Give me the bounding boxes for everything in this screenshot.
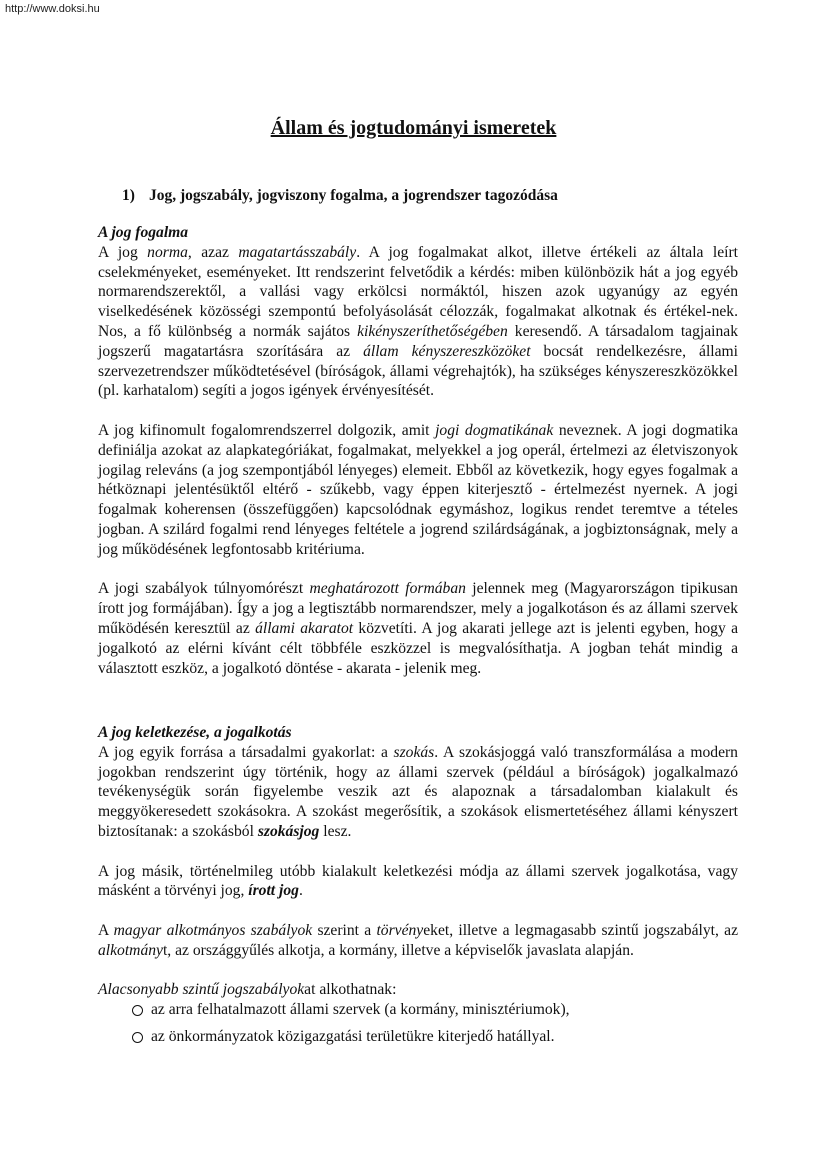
document-title: Állam és jogtudományi ismeretek (270, 117, 557, 139)
paragraph: Alacsonyabb szintű jogszabályokat alkothatnak: (98, 981, 397, 999)
section-title: Jog, jogszabály, jogviszony fogalma, a jogrendszer tagozódása (149, 187, 558, 204)
subheading-jog-fogalma: A jog fogalma (98, 224, 189, 241)
list-item: az arra felhatalmazott állami szervek (a kormány, minisztériumok), (132, 1000, 738, 1020)
paragraph: A jog egyik forrása a társadalmi gyakorlat: a szokás. A szokásjoggá való transzformálása a modern jogokban rendszerint úgy történik, hogy az állami szervek (például a bíróságok) jogalkalmazó tevékenységük során figyelembe veszik azt és alapoznak a társadalomban kialakult és meggyökeresedett szokásokra. A szokást megerősítik, a szokások elismertetéséhez állami kényszert biztosítanak: a szokásból szokásjog lesz. (98, 743, 738, 840)
paragraph: A jog norma, azaz magatartásszabály. A jog fogalmakat alkot, illetve értékeli az általa leírt cselekményeket, eseményeket. Itt rendszerint felvetődik a kérdés: miben különbözik hát a jog egyéb normarendszerektől, a vallási vagy erkölcsi normáktól, hiszen azok ugyanúgy az egyén viselkedésének közösségi szempontú befolyásolását célozzák, fogalmakat alkotnak és értékel-nek. Nos, a fő különbség a normák sajátos kikényszeríthetőségében keresendő. A társadalom tagjainak jogszerű magatartásra szorítására az állam kényszereszközöket bocsát rendelkezésre, állami szervezetrendszer működtetésével (bíróságok, állami végrehajtók), ha szükséges kényszereszközökkel (pl. karhatalom) segíti a jogos igények érvényesítését. (98, 243, 739, 400)
hollow-circle-bullet-icon (132, 1032, 143, 1043)
section-heading (122, 187, 558, 205)
paragraph: A jog másik, történelmileg utóbb kialakult keletkezési módja az állami szervek jogalkotása, vagy másként a törvényi jog, írott jog. (98, 862, 738, 900)
hollow-circle-bullet-icon (132, 1005, 143, 1016)
list-item: az önkormányzatok közigazgatási területükre kiterjedő hatállyal. (132, 1027, 738, 1047)
subheading-jog-keletkezese: A jog keletkezése, a jogalkotás (98, 724, 292, 741)
paragraph: A jogi szabályok túlnyomórészt meghatározott formában jelennek meg (Magyarországon tipikusan írott jog formájában). Így a jog a legtisztább normarendszer, mely a jogalkotáson és az állami szervek működésén keresztül az állami akaratot közvetíti. A jog akarati jellege azt is jelenti egyben, hogy a jogalkotó az elérni kívánt célt többféle eszközzel is megvalósíthatja. A jogban tehát mindig a választott eszköz, a jogalkotó döntése - akarata - jelenik meg. (98, 580, 739, 677)
subsection-jog-keletkezese (98, 723, 738, 1054)
source-url-link[interactable]: http://www.doksi.hu (5, 3, 100, 15)
bullet-list (98, 1000, 738, 1047)
paragraph: A magyar alkotmányos szabályok szerint a törvényeket, illetve a legmagasabb szintű jogszabályt, az alkotmányt, az országgyűlés alkotja, a kormány, illetve a képviselők javaslata alapján. (98, 921, 738, 959)
section-number: 1) (122, 187, 135, 204)
subsection-jog-fogalma (98, 223, 738, 678)
paragraph: A jog kifinomult fogalomrendszerrel dolgozik, amit jogi dogmatikának neveznek. A jogi dogmatika definiálja azokat az alapkategóriákat, fogalmakat, melyekkel a jog operál, értelmezi az életviszonyok jogilag releváns (a jog szempontjából lényeges) elemeit. Ebből az következik, hogy egyes fogalmak a hétköznapi jelentésüktől eltérő - szűkebb, vagy éppen kiterjesztő - értelmezést nyernek. A jogi fogalmak koherensen (összefüggően) kapcsolódnak egymáshoz, logikus rendet teremtve a tételes jogban. A szilárd fogalmi rend lényeges feltétele a jogrend szilárdságának, a jogbiztonságnak, mely a jog működésének legfontosabb kritériuma. (98, 421, 738, 558)
